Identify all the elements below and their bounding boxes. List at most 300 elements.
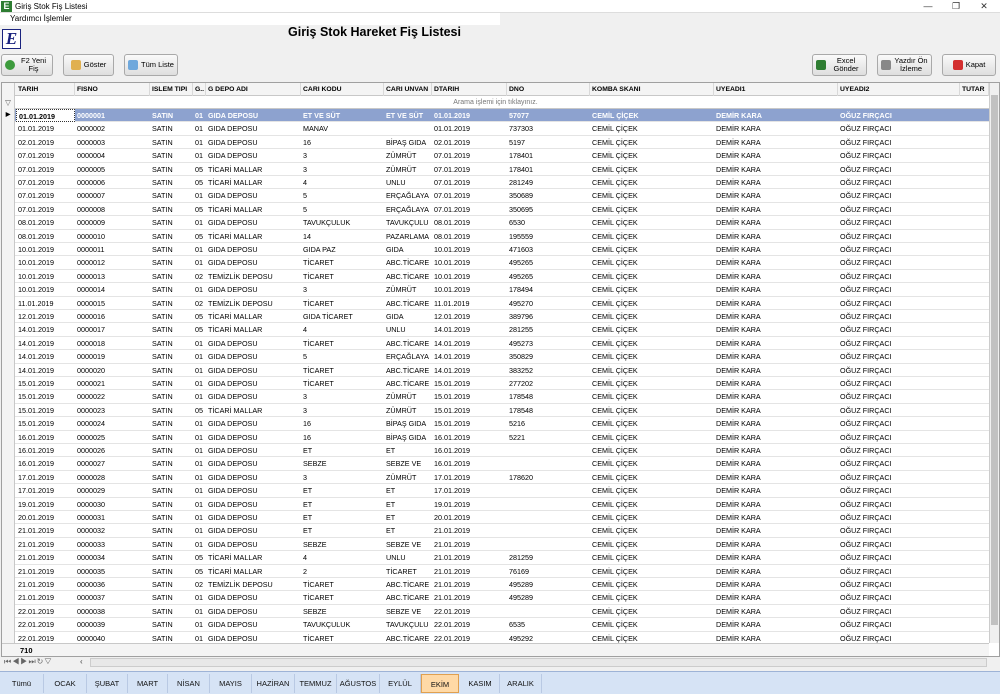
cell-type[interactable]: SATIN	[152, 137, 173, 147]
row-indicator[interactable]	[2, 337, 15, 350]
search-hint[interactable]: Arama işlemi için tıklayınız.	[453, 99, 538, 106]
row-indicator[interactable]	[2, 323, 15, 336]
cell-type[interactable]: SATIN	[152, 124, 173, 134]
cell-date[interactable]: 10.01.2019	[18, 258, 54, 268]
cell-member1[interactable]: DEMİR KARA	[716, 405, 761, 415]
cell-doc-no[interactable]: 281259	[509, 553, 533, 563]
cell-member2[interactable]: OĞUZ FIRÇACI	[840, 245, 892, 254]
cell-member2[interactable]: OĞUZ FIRÇACI	[840, 486, 892, 496]
cell-date[interactable]: 15.01.2019	[18, 379, 54, 388]
cell-member2[interactable]: OĞUZ FIRÇACI	[840, 566, 892, 576]
cell-depot-name[interactable]: GIDA DEPOSU	[208, 539, 258, 549]
cell-type[interactable]: SATIN	[152, 338, 173, 348]
cell-receipt-no[interactable]: 0000007	[77, 191, 105, 201]
cell-doc-no[interactable]: 281249	[509, 178, 533, 187]
cell-doc-date[interactable]: 15.01.2019	[434, 405, 470, 415]
cell-doc-no[interactable]: 178494	[509, 285, 533, 295]
cell-date[interactable]: 21.01.2019	[18, 593, 54, 603]
cell-depot-code[interactable]: 01	[195, 539, 203, 549]
table-row[interactable]	[2, 149, 989, 162]
cell-receipt-no[interactable]: 0000023	[77, 405, 105, 415]
cell-depot-name[interactable]: TİCARİ MALLAR	[208, 204, 263, 214]
cell-combine-operator[interactable]: CEMİL ÇİÇEK	[592, 338, 638, 348]
cell-member1[interactable]: DEMİR KARA	[716, 245, 761, 254]
tab-month-10[interactable]: EKİM	[421, 674, 459, 693]
cell-member2[interactable]: OĞUZ FIRÇACI	[840, 191, 892, 201]
cell-doc-date[interactable]: 02.01.2019	[434, 137, 470, 147]
cell-doc-no[interactable]: 277202	[509, 379, 533, 388]
cell-combine-operator[interactable]: CEMİL ÇİÇEK	[592, 178, 638, 187]
cell-date[interactable]: 07.01.2019	[18, 204, 54, 214]
cell-account-code[interactable]: 4	[303, 178, 307, 187]
cell-receipt-no[interactable]: 0000035	[77, 566, 105, 576]
table-row[interactable]	[2, 471, 989, 484]
cell-depot-name[interactable]: GIDA DEPOSU	[208, 593, 258, 603]
cell-member2[interactable]: OĞUZ FIRÇACI	[840, 513, 892, 522]
cell-type[interactable]: SATIN	[152, 499, 173, 509]
row-indicator[interactable]	[2, 444, 15, 457]
cell-receipt-no[interactable]: 0000013	[77, 271, 105, 281]
cell-date[interactable]: 11.01.2019	[18, 298, 54, 308]
cell-depot-name[interactable]: GIDA DEPOSU	[208, 419, 258, 429]
cell-type[interactable]: SATIN	[152, 204, 173, 214]
cell-doc-date[interactable]: 14.01.2019	[434, 365, 470, 375]
row-indicator[interactable]	[2, 297, 15, 310]
cell-account-code[interactable]: 16	[303, 432, 311, 442]
row-indicator[interactable]	[2, 484, 15, 497]
cell-doc-no[interactable]: 5221	[509, 432, 525, 442]
cell-type[interactable]: SATIN	[152, 432, 173, 442]
horizontal-scrollbar[interactable]	[90, 658, 987, 667]
cell-combine-operator[interactable]: CEMİL ÇİÇEK	[592, 620, 638, 630]
table-row[interactable]	[2, 337, 989, 350]
cell-account-code[interactable]: 3	[303, 285, 307, 295]
cell-receipt-no[interactable]: 0000019	[77, 352, 105, 362]
cell-doc-date[interactable]: 19.01.2019	[434, 499, 470, 509]
cell-member2[interactable]: OĞUZ FIRÇACI	[840, 365, 892, 375]
cell-doc-date[interactable]: 21.01.2019	[434, 539, 470, 549]
cell-member2[interactable]: OĞUZ FIRÇACI	[840, 606, 892, 616]
cell-member1[interactable]: DEMİR KARA	[716, 178, 761, 187]
cell-member1[interactable]: DEMİR KARA	[716, 325, 761, 335]
cell-doc-date[interactable]: 21.01.2019	[434, 526, 470, 536]
close-window-icon[interactable]: ✕	[980, 1, 988, 11]
cell-member1[interactable]: DEMİR KARA	[716, 526, 761, 536]
cell-date[interactable]: 10.01.2019	[18, 271, 54, 281]
cell-combine-operator[interactable]: CEMİL ÇİÇEK	[592, 151, 638, 161]
row-indicator[interactable]	[2, 591, 15, 604]
cell-doc-date[interactable]: 07.01.2019	[434, 178, 470, 187]
cell-combine-operator[interactable]: CEMİL ÇİÇEK	[592, 499, 638, 509]
table-row[interactable]	[2, 297, 989, 310]
cell-depot-name[interactable]: GIDA DEPOSU	[208, 218, 258, 228]
cell-depot-code[interactable]: 01	[195, 191, 203, 201]
cell-depot-code[interactable]: 05	[195, 405, 203, 415]
cell-account-title[interactable]: BİPAŞ GIDA	[386, 137, 427, 147]
cell-account-code[interactable]: 3	[303, 405, 307, 415]
cell-depot-code[interactable]: 01	[195, 526, 203, 536]
cell-depot-code[interactable]: 05	[195, 312, 203, 321]
row-indicator[interactable]	[2, 538, 15, 551]
cell-date[interactable]: 21.01.2019	[18, 566, 54, 576]
row-indicator[interactable]	[2, 457, 15, 470]
table-row[interactable]	[2, 431, 989, 444]
cell-depot-name[interactable]: GIDA DEPOSU	[208, 633, 258, 643]
cell-date[interactable]: 02.01.2019	[18, 137, 54, 147]
row-indicator[interactable]	[2, 431, 15, 444]
cell-member1[interactable]: DEMİR KARA	[716, 513, 761, 522]
cell-doc-no[interactable]: 495289	[509, 593, 533, 603]
cell-member2[interactable]: OĞUZ FIRÇACI	[840, 258, 892, 268]
cell-type[interactable]: SATIN	[152, 606, 173, 616]
cell-account-title[interactable]: ZÜMRÜT	[386, 472, 417, 482]
row-indicator[interactable]	[2, 417, 15, 430]
cell-account-code[interactable]: TİCARET	[303, 593, 334, 603]
cell-account-code[interactable]: 3	[303, 392, 307, 402]
cell-account-title[interactable]: BİPAŞ GIDA	[386, 432, 427, 442]
cell-depot-name[interactable]: GIDA DEPOSU	[208, 111, 259, 120]
table-row[interactable]	[2, 230, 989, 243]
cell-receipt-no[interactable]: 0000009	[77, 218, 105, 228]
cell-account-title[interactable]: GIDA	[386, 312, 404, 321]
cell-depot-name[interactable]: GIDA DEPOSU	[208, 606, 258, 616]
table-row[interactable]	[2, 310, 989, 323]
table-row[interactable]	[2, 417, 989, 430]
cell-member2[interactable]: OĞUZ FIRÇACI	[840, 164, 892, 174]
cell-account-title[interactable]: TAVUKÇULU	[386, 620, 429, 630]
cell-depot-code[interactable]: 01	[195, 633, 203, 643]
cell-date[interactable]: 10.01.2019	[18, 245, 54, 254]
cell-account-title[interactable]: SEBZE VE	[386, 539, 422, 549]
cell-doc-no[interactable]: 350689	[509, 191, 533, 201]
cell-date[interactable]: 07.01.2019	[18, 191, 54, 201]
scroll-left-icon[interactable]: ‹	[80, 657, 83, 666]
cell-member1[interactable]: DEMİR KARA	[716, 539, 761, 549]
cell-doc-date[interactable]: 07.01.2019	[434, 151, 470, 161]
cell-type[interactable]: SATIN	[152, 566, 173, 576]
cell-member2[interactable]: OĞUZ FIRÇACI	[840, 472, 892, 482]
tab-month-3[interactable]: MART	[128, 674, 168, 693]
cell-receipt-no[interactable]: 0000018	[77, 338, 105, 348]
cell-account-title[interactable]: ERÇAĞLAYA	[386, 191, 429, 201]
table-row[interactable]	[2, 109, 989, 122]
cell-account-code[interactable]: 5	[303, 204, 307, 214]
cell-doc-no[interactable]: 495265	[509, 271, 533, 281]
cell-doc-date[interactable]: 12.01.2019	[434, 312, 470, 321]
cell-member1[interactable]: DEMİR KARA	[716, 365, 761, 375]
cell-date[interactable]: 15.01.2019	[18, 419, 54, 429]
cell-doc-date[interactable]: 20.01.2019	[434, 513, 470, 522]
cell-combine-operator[interactable]: CEMİL ÇİÇEK	[592, 606, 638, 616]
cell-depot-name[interactable]: GIDA DEPOSU	[208, 137, 258, 147]
cell-member2[interactable]: OĞUZ FIRÇACI	[840, 633, 892, 643]
row-indicator[interactable]	[2, 256, 15, 269]
cell-date[interactable]: 07.01.2019	[18, 151, 54, 161]
cell-depot-name[interactable]: TEMİZLİK DEPOSU	[208, 580, 273, 589]
print-preview-button[interactable]	[877, 54, 932, 76]
cell-receipt-no[interactable]: 0000008	[77, 204, 105, 214]
cell-account-code[interactable]: TİCARET	[303, 365, 334, 375]
row-indicator[interactable]	[2, 230, 15, 243]
cell-member1[interactable]: DEMİR KARA	[716, 191, 761, 201]
cell-depot-code[interactable]: 02	[195, 580, 203, 589]
row-indicator[interactable]	[2, 390, 15, 403]
cell-account-title[interactable]: GIDA	[386, 245, 404, 254]
cell-combine-operator[interactable]: CEMİL ÇİÇEK	[592, 419, 638, 429]
cell-depot-code[interactable]: 01	[195, 111, 203, 120]
show-button[interactable]	[63, 54, 114, 76]
cell-combine-operator[interactable]: CEMİL ÇİÇEK	[592, 446, 638, 455]
row-indicator[interactable]	[2, 524, 15, 537]
cell-receipt-no[interactable]: 0000011	[77, 245, 105, 254]
cell-member2[interactable]: OĞUZ FIRÇACI	[840, 298, 892, 308]
cell-member1[interactable]: DEMİR KARA	[716, 580, 761, 589]
cell-doc-date[interactable]: 21.01.2019	[434, 580, 470, 589]
cell-account-title[interactable]: ABC.TİCARE	[386, 379, 430, 388]
cell-receipt-no[interactable]: 0000020	[77, 365, 105, 375]
cell-combine-operator[interactable]: CEMİL ÇİÇEK	[592, 245, 638, 254]
cell-account-title[interactable]: TİCARET	[386, 566, 417, 576]
row-indicator[interactable]	[2, 471, 15, 484]
cell-doc-date[interactable]: 10.01.2019	[434, 271, 470, 281]
cell-account-code[interactable]: SEBZE	[303, 459, 327, 469]
column-header-receipt-no[interactable]: FISNO	[75, 83, 150, 96]
cell-depot-code[interactable]: 01	[195, 137, 203, 147]
cell-member2[interactable]: OĞUZ FIRÇACI	[840, 620, 892, 630]
cell-member1[interactable]: DEMİR KARA	[716, 164, 761, 174]
cell-doc-date[interactable]: 07.01.2019	[434, 191, 470, 201]
table-row[interactable]	[2, 618, 989, 631]
cell-receipt-no[interactable]: 0000039	[77, 620, 105, 630]
row-indicator[interactable]	[2, 122, 15, 135]
cell-date[interactable]: 21.01.2019	[18, 553, 54, 563]
cell-doc-date[interactable]: 15.01.2019	[434, 392, 470, 402]
cell-account-code[interactable]: 16	[303, 137, 311, 147]
cell-member2[interactable]: OĞUZ FIRÇACI	[840, 593, 892, 603]
cell-depot-name[interactable]: GIDA DEPOSU	[208, 151, 258, 161]
cell-account-title[interactable]: ZÜMRÜT	[386, 405, 417, 415]
cell-account-code[interactable]: TİCARET	[303, 298, 334, 308]
cell-member2[interactable]: OĞUZ FIRÇACI	[840, 231, 892, 241]
cell-member1[interactable]: DEMİR KARA	[716, 258, 761, 268]
table-row[interactable]	[2, 203, 989, 216]
cell-member2[interactable]: OĞUZ FIRÇACI	[840, 459, 892, 469]
excel-export-button[interactable]	[812, 54, 867, 76]
cell-account-title[interactable]: ERÇAĞLAYA	[386, 352, 429, 362]
cell-depot-code[interactable]: 01	[195, 124, 203, 134]
filter-icon[interactable]: ▽	[2, 96, 15, 109]
cell-doc-date[interactable]: 22.01.2019	[434, 606, 470, 616]
cell-depot-name[interactable]: GIDA DEPOSU	[208, 499, 258, 509]
cell-depot-name[interactable]: GIDA DEPOSU	[208, 392, 258, 402]
close-button[interactable]	[942, 54, 996, 76]
cell-combine-operator[interactable]: CEMİL ÇİÇEK	[592, 124, 638, 134]
cell-member1[interactable]: DEMİR KARA	[716, 285, 761, 295]
cell-account-code[interactable]: GIDA PAZ	[303, 245, 336, 254]
cell-member2[interactable]: OĞUZ FIRÇACI	[840, 580, 892, 589]
cell-depot-name[interactable]: TEMİZLİK DEPOSU	[208, 298, 273, 308]
cell-depot-name[interactable]: GIDA DEPOSU	[208, 124, 258, 134]
cell-depot-name[interactable]: GIDA DEPOSU	[208, 191, 258, 201]
cell-doc-no[interactable]: 495273	[509, 338, 533, 348]
cell-date[interactable]: 14.01.2019	[18, 352, 54, 362]
cell-date[interactable]: 21.01.2019	[18, 580, 54, 589]
cell-combine-operator[interactable]: CEMİL ÇİÇEK	[592, 459, 638, 469]
cell-member2[interactable]: OĞUZ FIRÇACI	[840, 446, 892, 455]
cell-doc-date[interactable]: 08.01.2019	[434, 231, 470, 241]
cell-doc-date[interactable]: 07.01.2019	[434, 164, 470, 174]
cell-depot-code[interactable]: 01	[195, 499, 203, 509]
cell-depot-code[interactable]: 01	[195, 446, 203, 455]
cell-depot-code[interactable]: 02	[195, 271, 203, 281]
cell-doc-date[interactable]: 15.01.2019	[434, 379, 470, 388]
row-indicator[interactable]	[2, 216, 15, 229]
cell-combine-operator[interactable]: CEMİL ÇİÇEK	[592, 486, 638, 496]
cell-account-code[interactable]: 5	[303, 352, 307, 362]
cell-date[interactable]: 22.01.2019	[18, 606, 54, 616]
cell-type[interactable]: SATIN	[152, 580, 173, 589]
cell-account-title[interactable]: SEBZE VE	[386, 459, 422, 469]
cell-doc-no[interactable]: 389796	[509, 312, 533, 321]
cell-member1[interactable]: DEMİR KARA	[716, 620, 761, 630]
cell-doc-date[interactable]: 16.01.2019	[434, 459, 470, 469]
column-header-member2[interactable]: UYEADI2	[838, 83, 960, 96]
cell-account-code[interactable]: TİCARET	[303, 258, 334, 268]
column-header-type[interactable]: ISLEM TIPI	[150, 83, 193, 96]
cell-account-code[interactable]: 5	[303, 191, 307, 201]
cell-depot-name[interactable]: GIDA DEPOSU	[208, 352, 258, 362]
table-row[interactable]	[2, 364, 989, 377]
cell-member1[interactable]: DEMİR KARA	[716, 338, 761, 348]
cell-depot-code[interactable]: 01	[195, 151, 203, 161]
table-row[interactable]	[2, 189, 989, 202]
tab-month-9[interactable]: EYLÜL	[380, 674, 421, 693]
vertical-scroll-thumb[interactable]	[991, 95, 998, 625]
cell-date[interactable]: 07.01.2019	[18, 178, 54, 187]
column-header-depot-code[interactable]: G..	[193, 83, 206, 96]
cell-date[interactable]: 07.01.2019	[18, 164, 54, 174]
column-header-member1[interactable]: UYEADI1	[714, 83, 838, 96]
cell-account-title[interactable]: ET	[386, 486, 396, 496]
cell-date[interactable]: 22.01.2019	[18, 620, 54, 630]
cell-depot-name[interactable]: GIDA DEPOSU	[208, 526, 258, 536]
cell-member2[interactable]: OĞUZ FIRÇACI	[840, 526, 892, 536]
tab-month-5[interactable]: MAYIS	[210, 674, 252, 693]
row-indicator[interactable]	[2, 350, 15, 363]
cell-depot-code[interactable]: 01	[195, 218, 203, 228]
cell-depot-code[interactable]: 01	[195, 620, 203, 630]
vertical-scrollbar[interactable]	[989, 83, 999, 643]
cell-member1[interactable]: DEMİR KARA	[716, 298, 761, 308]
cell-depot-name[interactable]: TİCARİ MALLAR	[208, 231, 263, 241]
cell-type[interactable]: SATIN	[152, 312, 173, 321]
row-indicator[interactable]	[2, 498, 15, 511]
cell-member2[interactable]: OĞUZ FIRÇACI	[840, 352, 892, 362]
cell-depot-name[interactable]: GIDA DEPOSU	[208, 446, 258, 455]
cell-combine-operator[interactable]: CEMİL ÇİÇEK	[592, 432, 638, 442]
cell-depot-name[interactable]: GIDA DEPOSU	[208, 338, 258, 348]
cell-depot-code[interactable]: 01	[195, 432, 203, 442]
table-row[interactable]	[2, 350, 989, 363]
table-row[interactable]	[2, 524, 989, 537]
cell-type[interactable]: SATIN	[152, 446, 173, 455]
cell-account-code[interactable]: TİCARET	[303, 271, 334, 281]
row-indicator[interactable]	[2, 551, 15, 564]
cell-account-code[interactable]: ET	[303, 499, 313, 509]
cell-doc-no[interactable]: 178548	[509, 392, 533, 402]
cell-depot-code[interactable]: 02	[195, 298, 203, 308]
cell-combine-operator[interactable]: CEMİL ÇİÇEK	[592, 352, 638, 362]
cell-type[interactable]: SATIN	[152, 620, 173, 630]
cell-depot-code[interactable]: 01	[195, 365, 203, 375]
cell-type[interactable]: SATIN	[152, 392, 173, 402]
maximize-icon[interactable]: ❐	[951, 1, 961, 11]
cell-doc-no[interactable]: 6530	[509, 218, 525, 228]
filter-row[interactable]	[2, 96, 989, 109]
row-indicator[interactable]	[2, 605, 15, 618]
cell-doc-no[interactable]	[507, 538, 590, 551]
cell-member2[interactable]: OĞUZ FIRÇACI	[840, 312, 892, 321]
cell-date[interactable]: 22.01.2019	[18, 633, 54, 643]
cell-date[interactable]: 15.01.2019	[18, 405, 54, 415]
cell-combine-operator[interactable]: CEMİL ÇİÇEK	[592, 593, 638, 603]
cell-depot-code[interactable]: 05	[195, 231, 203, 241]
cell-depot-code[interactable]: 01	[195, 258, 203, 268]
cell-combine-operator[interactable]: CEMİL ÇİÇEK	[592, 204, 638, 214]
column-header-depot-name[interactable]: G DEPO ADI	[206, 83, 301, 96]
cell-account-title[interactable]: ABC.TİCARE	[386, 271, 430, 281]
cell-member1[interactable]: DEMİR KARA	[716, 459, 761, 469]
cell-depot-code[interactable]: 05	[195, 204, 203, 214]
cell-depot-code[interactable]: 05	[195, 178, 203, 187]
cell-depot-code[interactable]: 01	[195, 245, 203, 254]
cell-depot-code[interactable]: 01	[195, 379, 203, 388]
cell-combine-operator[interactable]: CEMİL ÇİÇEK	[592, 271, 638, 281]
cell-combine-operator[interactable]: CEMİL ÇİÇEK	[592, 553, 638, 563]
table-row[interactable]	[2, 270, 989, 283]
cell-depot-name[interactable]: TİCARİ MALLAR	[208, 164, 263, 174]
cell-account-title[interactable]: ERÇAĞLAYA	[386, 204, 429, 214]
cell-account-title[interactable]: ABC.TİCARE	[386, 258, 430, 268]
cell-depot-code[interactable]: 01	[195, 392, 203, 402]
cell-date[interactable]: 10.01.2019	[18, 285, 54, 295]
cell-receipt-no[interactable]: 0000029	[77, 486, 105, 496]
cell-combine-operator[interactable]: CEMİL ÇİÇEK	[592, 258, 638, 268]
table-row[interactable]	[2, 377, 989, 390]
cell-doc-no[interactable]: 737303	[509, 124, 533, 134]
cell-depot-code[interactable]: 05	[195, 164, 203, 174]
cell-account-title[interactable]: ABC.TİCARE	[386, 338, 430, 348]
row-indicator[interactable]	[2, 404, 15, 417]
cell-account-code[interactable]: 3	[303, 472, 307, 482]
cell-member1[interactable]: DEMİR KARA	[716, 486, 761, 496]
cell-member1[interactable]: DEMİR KARA	[716, 124, 761, 134]
cell-combine-operator[interactable]: CEMİL ÇİÇEK	[592, 566, 638, 576]
cell-receipt-no[interactable]: 0000031	[77, 513, 105, 522]
table-row[interactable]	[2, 511, 989, 524]
cell-depot-code[interactable]: 01	[195, 285, 203, 295]
cell-account-title[interactable]	[384, 122, 432, 135]
cell-type[interactable]: SATIN	[152, 298, 173, 308]
cell-account-code[interactable]: GIDA TİCARET	[303, 312, 353, 321]
cell-member2[interactable]: OĞUZ FIRÇACI	[840, 379, 892, 388]
cell-doc-date[interactable]: 21.01.2019	[434, 553, 470, 563]
cell-date[interactable]: 14.01.2019	[18, 325, 54, 335]
row-indicator[interactable]	[2, 283, 15, 296]
cell-depot-name[interactable]: GIDA DEPOSU	[208, 459, 258, 469]
cell-member1[interactable]: DEMİR KARA	[716, 137, 761, 147]
cell-date[interactable]: 17.01.2019	[18, 486, 54, 496]
